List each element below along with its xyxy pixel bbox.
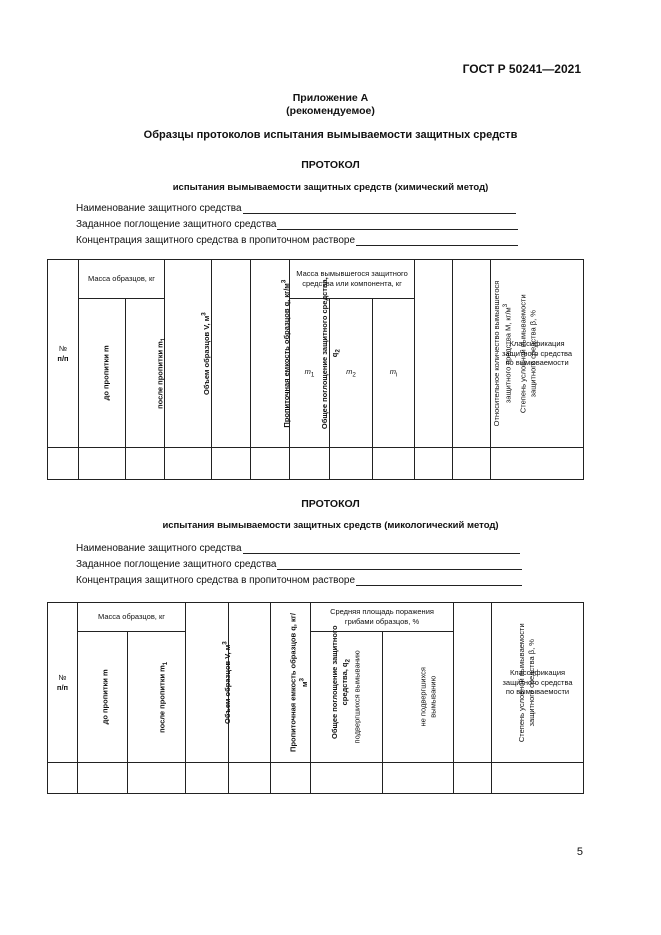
page-number: 5 bbox=[576, 846, 583, 858]
col-classification: Классификация защитного средства по вымываемости bbox=[491, 260, 584, 448]
protocol2-title: ПРОТОКОЛ bbox=[301, 498, 360, 510]
col-mass-header: Масса образцов, кг bbox=[78, 603, 186, 632]
col-degree: Степень условной вымываемости защитного средства β, % bbox=[453, 260, 491, 448]
col-capacity: Пропиточная емкость образцов q, $кг/м^3$ bbox=[212, 260, 251, 448]
appendix-heading: Образцы протоколов испытания вымываемости защитных средств bbox=[143, 129, 518, 141]
standard-number: ГОСТ Р 50241—2021 bbox=[462, 62, 581, 76]
col-absorption: Общее поглощение защитного средства, $q_2$ bbox=[251, 260, 290, 448]
protocol1-title: ПРОТОКОЛ bbox=[301, 159, 360, 171]
table-row bbox=[48, 448, 584, 480]
col-volume: Объем образцов V, $м^3$ bbox=[186, 603, 229, 763]
protocol1-field-absorption: Заданное поглощение защитного средства bbox=[76, 219, 518, 230]
col-number: № п/п bbox=[48, 260, 79, 448]
col-m2: $m_2$ bbox=[330, 299, 373, 448]
protocol1-subtitle: испытания вымываемости защитных средств (химический метод) bbox=[172, 182, 489, 193]
col-mass-header: Масса образцов, кг bbox=[79, 260, 165, 299]
col-volume: Объем образцов V, $м^3$ bbox=[165, 260, 212, 448]
col-mi: $m_i$ bbox=[373, 299, 415, 448]
col-after: после пропитки $m_1$ bbox=[128, 632, 186, 763]
appendix-title: Приложение А bbox=[292, 92, 369, 104]
col-after: после пропитки $m_1$ bbox=[126, 299, 165, 448]
col-washed: подвергшихся вымыванию bbox=[311, 632, 383, 763]
col-area-header: Средняя площадь поражения грибами образцов, % bbox=[311, 603, 454, 632]
col-classification: Классификация защитного средства по вымываемости bbox=[492, 603, 584, 763]
col-before: до пропитки m bbox=[79, 299, 126, 448]
protocol1-field-name: Наименование защитного средства bbox=[76, 203, 516, 214]
protocol1-field-concentration: Концентрация защитного средства в пропиточном растворе bbox=[76, 235, 518, 246]
col-capacity: Пропиточная емкость образцов q, $кг/м^3$ bbox=[229, 603, 271, 763]
protocol2-field-concentration: Концентрация защитного средства в пропиточном растворе bbox=[76, 575, 522, 586]
protocol2-table bbox=[47, 602, 584, 794]
protocol2-field-name: Наименование защитного средства bbox=[76, 543, 520, 554]
appendix-subtitle: (рекомендуемое) bbox=[286, 105, 375, 117]
col-before: до пропитки m bbox=[78, 632, 128, 763]
col-not-washed: не подвергшихся вымыванию bbox=[383, 632, 454, 763]
col-washed-header: Масса вымывшегося защитного средства или компонента, кг bbox=[290, 260, 415, 299]
col-relative: Относительное количество вымывшегося защитного средства M, $кг/м^3$ bbox=[415, 260, 453, 448]
protocol2-subtitle: испытания вымываемости защитных средств (микологический метод) bbox=[162, 520, 499, 531]
col-number: № п/п bbox=[48, 603, 78, 763]
protocol2-field-absorption: Заданное поглощение защитного средства bbox=[76, 559, 522, 570]
table-row bbox=[48, 763, 584, 794]
col-degree: Степень условной вымываемости защитного средства β, % bbox=[454, 603, 492, 763]
protocol1-table bbox=[47, 259, 584, 480]
col-absorption: Общее поглощение защитного средства, $q_2$ bbox=[271, 603, 311, 763]
col-m1: $m_1$ bbox=[290, 299, 330, 448]
